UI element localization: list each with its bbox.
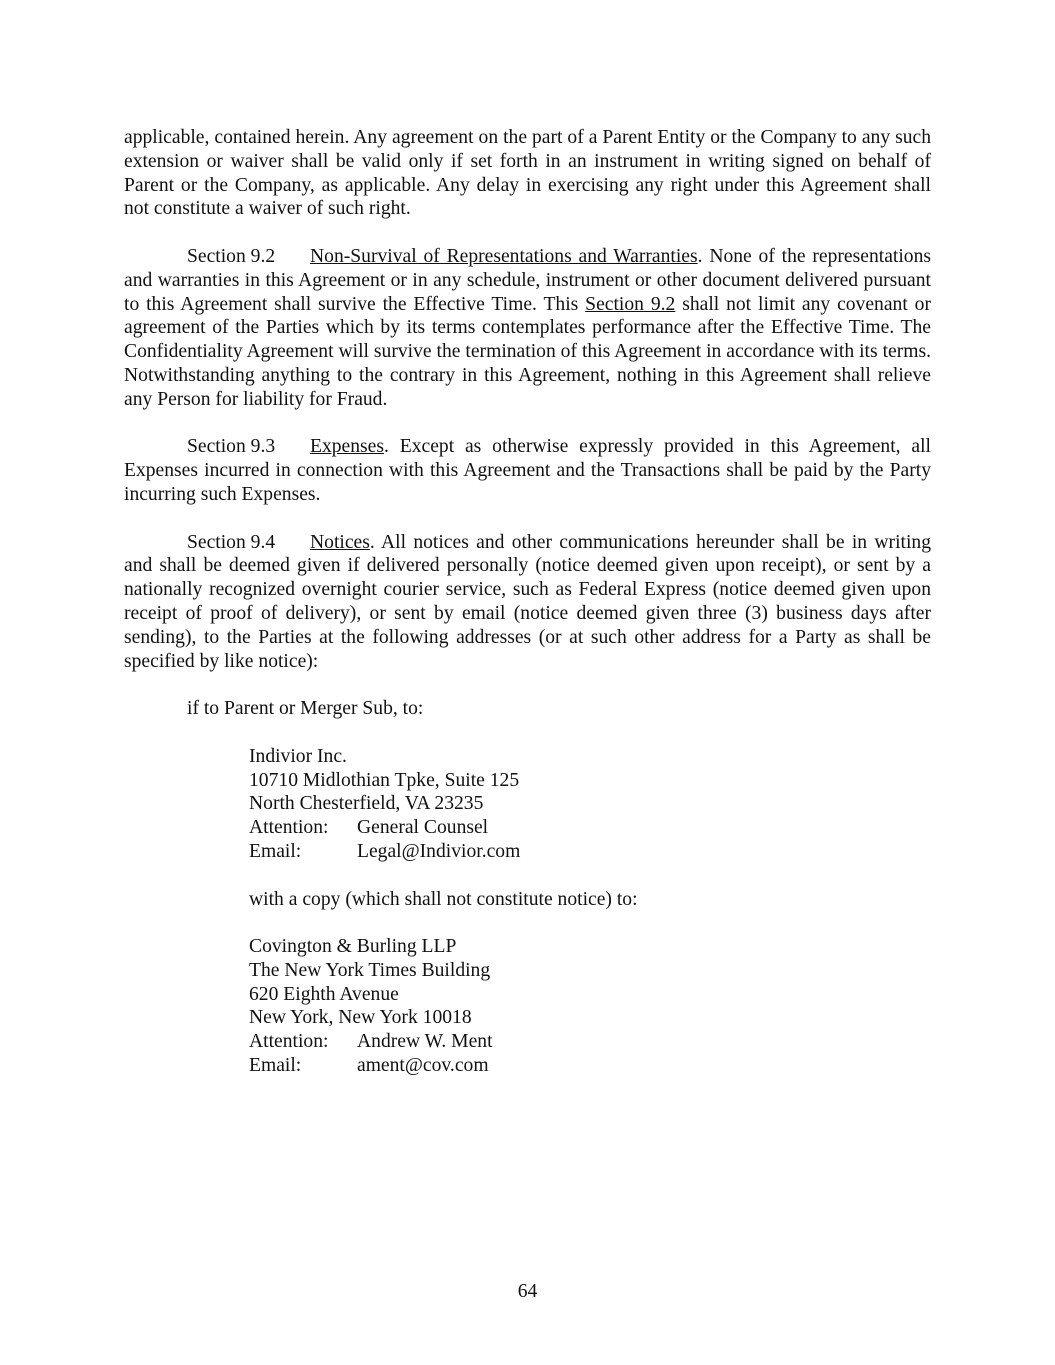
section-9-3-body: . Except as otherwise expressly provided in this Agreement, all Expenses incurred in connection with this Agreement and the Transactions shall be paid by the Party incurring such Expenses. (124, 436, 931, 505)
section-9-2-body-part-1: . None of the representations and warranties in this Agreement or in any schedule, instrument or other document delivered pursuant to this Agreement shall survive the Effective Time. This (124, 245, 931, 315)
copy-notice-city: New York, New York 10018 (249, 1007, 472, 1029)
section-9-3-number: Section 9.3 (187, 436, 276, 458)
section-9-4-heading: Notices (310, 531, 370, 553)
parent-notice-city: North Chesterfield, VA 23235 (249, 793, 484, 815)
copy-notice-email-label: Email: (249, 1055, 302, 1077)
section-9-2-paragraph (124, 245, 931, 412)
page-number: 64 (517, 1281, 538, 1302)
parent-notice-email-value: Legal@Indivior.com (357, 840, 521, 862)
copy-notice-attention-label: Attention: (249, 1031, 329, 1053)
parent-notice-email-label: Email: (249, 840, 302, 862)
parent-notice-address-block (249, 745, 931, 864)
copy-notice-lead: with a copy (which shall not constitute notice) to: (249, 888, 638, 910)
intro-paragraph: applicable, contained herein. Any agreement on the part of a Parent Entity or the Company to any such extension or waiver shall be valid only if set forth in an instrument in writing signed on behalf of Parent or the Company, as applicable. Any delay in exercising any right under this Agreement shall not constitute a waiver of such right. (124, 127, 931, 220)
copy-notice-email-row (249, 1054, 931, 1078)
section-9-2-cross-reference: Section 9.2 (585, 293, 676, 315)
parent-notice-attention-value: General Counsel (357, 817, 489, 839)
copy-notice-attention-row (249, 1030, 931, 1054)
section-9-2-heading: Non-Survival of Representations and Warranties (310, 245, 698, 267)
copy-notice-address-block (249, 935, 931, 1078)
document-page (124, 126, 931, 1102)
copy-notice-email-value: ament@cov.com (357, 1055, 489, 1077)
parent-notice-name: Indivior Inc. (249, 745, 347, 767)
parent-notice-attention-row (249, 816, 931, 840)
parent-notice-lead: if to Parent or Merger Sub, to: (187, 698, 424, 720)
copy-notice-name: Covington & Burling LLP (249, 936, 457, 958)
section-9-3-heading: Expenses (310, 436, 385, 458)
section-9-3-paragraph (124, 435, 931, 506)
section-9-2-body-part-2: shall not limit any covenant or agreement of the Parties which by its terms contemplates performance after the Effective Time. The Confidentiality Agreement will survive the termination of this Agreement in accordance with its terms. Notwithstanding anything to the contrary in this Agreement, nothing in this Agreement shall relieve any Person for liability for Fraud. (124, 293, 931, 410)
section-9-4-body: . All notices and other communications hereunder shall be in writing and shall be deemed given if delivered personally (notice deemed given upon receipt), or sent by a nationally recognized overnight courier service, such as Federal Express (notice deemed given upon receipt of proof of delivery), or sent by email (notice deemed given three (3) business days after sending), to the Parties at the following addresses (or at such other address for a Party as shall be specified by like notice): (124, 531, 931, 672)
copy-notice-building: The New York Times Building (249, 959, 491, 981)
parent-notice-email-row (249, 840, 931, 864)
parent-notice-attention-label: Attention: (249, 817, 329, 839)
copy-notice-attention-value: Andrew W. Ment (357, 1031, 493, 1053)
section-9-4-paragraph (124, 531, 931, 674)
section-9-4-number: Section 9.4 (187, 531, 276, 553)
section-9-2-number: Section 9.2 (187, 245, 276, 267)
parent-notice-street: 10710 Midlothian Tpke, Suite 125 (249, 769, 520, 791)
copy-notice-street: 620 Eighth Avenue (249, 983, 399, 1005)
